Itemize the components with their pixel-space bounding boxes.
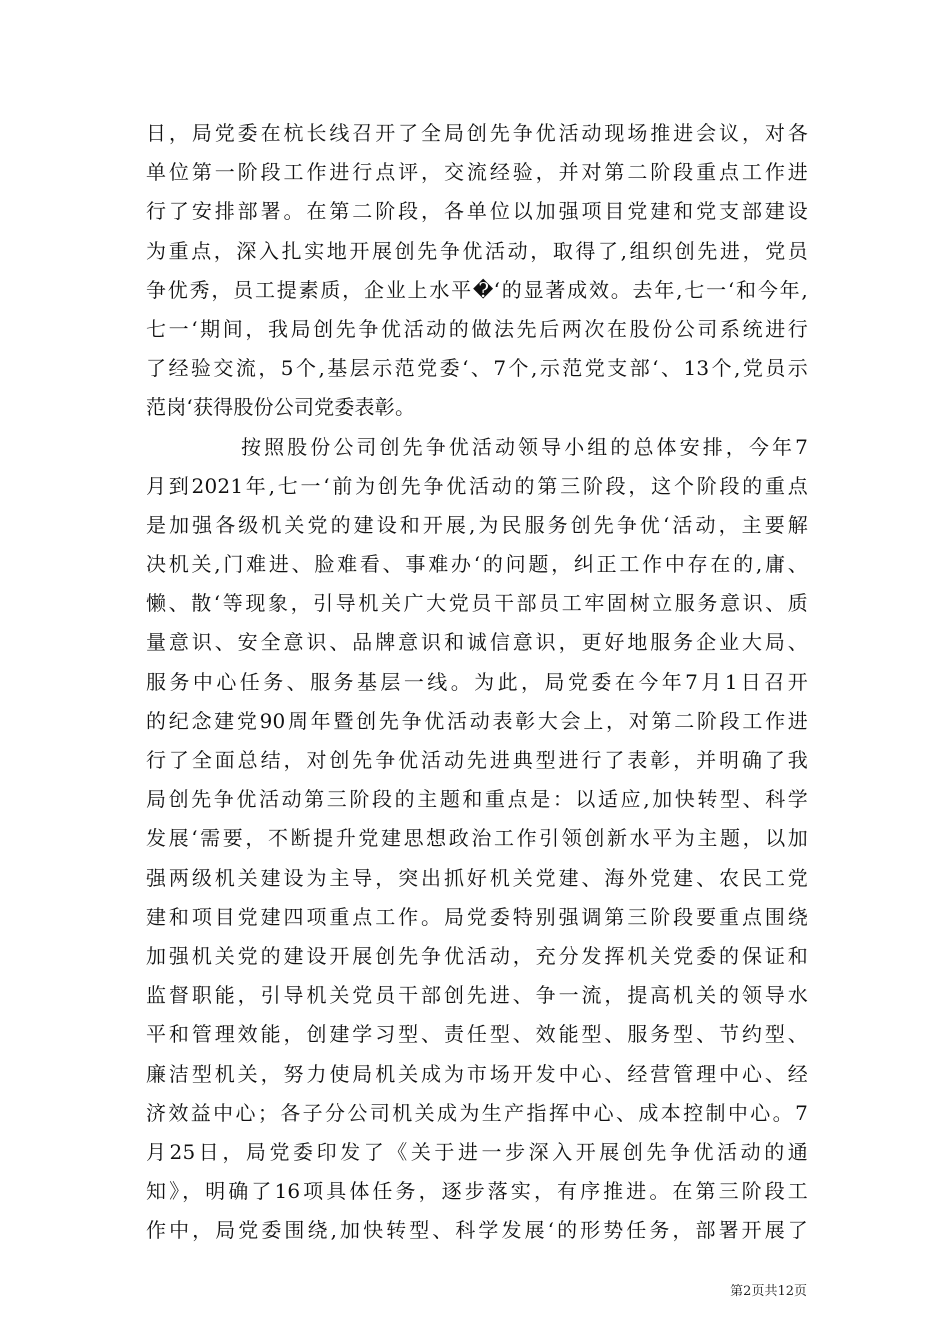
text-line: 为重点，深入扎实地开展创先争优活动，取得了,组织创先进，党员 [146,238,808,263]
text-line: 廉洁型机关，努力使局机关成为市场开发中心、经营管理中心、经 [146,1061,808,1086]
text-line: 日，局党委在杭长线召开了全局创先争优活动现场推进会议，对各 [146,121,808,145]
text-line: 监督职能，引导机关党员干部创先进、争一流，提高机关的领导水 [146,983,808,1008]
text-line: 知》，明确了16项具体任务，逐步落实，有序推进。在第三阶段工 [146,1179,808,1204]
text-line: 作中，局党委围绕,加快转型、科学发展‘的形势任务，部署开展了 [146,1218,808,1243]
paragraph-end-line: 范岗‘获得股份公司党委表彰。 [146,395,416,420]
text-line: 月到2021年,七一‘前为创先争优活动的第三阶段，这个阶段的重点 [146,473,808,498]
text-line: 懒、散‘等现象，引导机关广大党员干部员工牢固树立服务意识、质 [146,591,808,616]
text-line: 的纪念建党90周年暨创先争优活动表彰大会上，对第二阶段工作进 [146,708,808,733]
text-line: 济效益中心；各子分公司机关成为生产指挥中心、成本控制中心。7 [146,1100,808,1125]
text-line: 决机关,门难进、脸难看、事难办‘的问题，纠正工作中存在的,庸、 [146,552,808,577]
text-line: 平和管理效能，创建学习型、责任型、效能型、服务型、节约型、 [146,1022,808,1047]
text-line: 了经验交流，5个,基层示范党委‘、7个,示范党支部‘、13个,党员示 [146,356,808,381]
text-line: 服务中心任务、服务基层一线。为此，局党委在今年7月1日召开 [146,669,808,694]
text-line: 发展‘需要，不断提升党建思想政治工作引领创新水平为主题，以加 [146,826,808,851]
text-line: 月25日，局党委印发了《关于进一步深入开展创先争优活动的通 [146,1139,808,1164]
paragraph-start-line: 按照股份公司创先争优活动领导小组的总体安排，今年7 [241,434,808,459]
text-line: 局创先争优活动第三阶段的主题和重点是：以适应,加快转型、科学 [146,787,808,812]
text-line: 量意识、安全意识、品牌意识和诚信意识，更好地服务企业大局、 [146,630,808,655]
page-number-footer: 第2页共12页 [730,1284,807,1299]
text-line: 单位第一阶段工作进行点评，交流经验，并对第二阶段重点工作进 [146,160,808,185]
body-text [146,114,808,1250]
text-line: 行了安排部署。在第二阶段，各单位以加强项目党建和党支部建设 [146,199,808,224]
text-line: 建和项目党建四项重点工作。局党委特别强调第三阶段要重点围绕 [146,904,808,929]
text-line: 争优秀，员工提素质，企业上水平�‘的显著成效。去年,七一‘和今年, [146,277,808,302]
text-line: 行了全面总结，对创先争优活动先进典型进行了表彰，并明确了我 [146,748,808,772]
text-line: 是加强各级机关党的建设和开展,为民服务创先争优‘活动，主要解 [146,512,808,537]
text-line: 加强机关党的建设开展创先争优活动，充分发挥机关党委的保证和 [146,943,808,968]
text-line: 七一‘期间，我局创先争优活动的做法先后两次在股份公司系统进行 [146,316,808,341]
text-line: 强两级机关建设为主导，突出抓好机关党建、海外党建、农民工党 [146,865,808,890]
